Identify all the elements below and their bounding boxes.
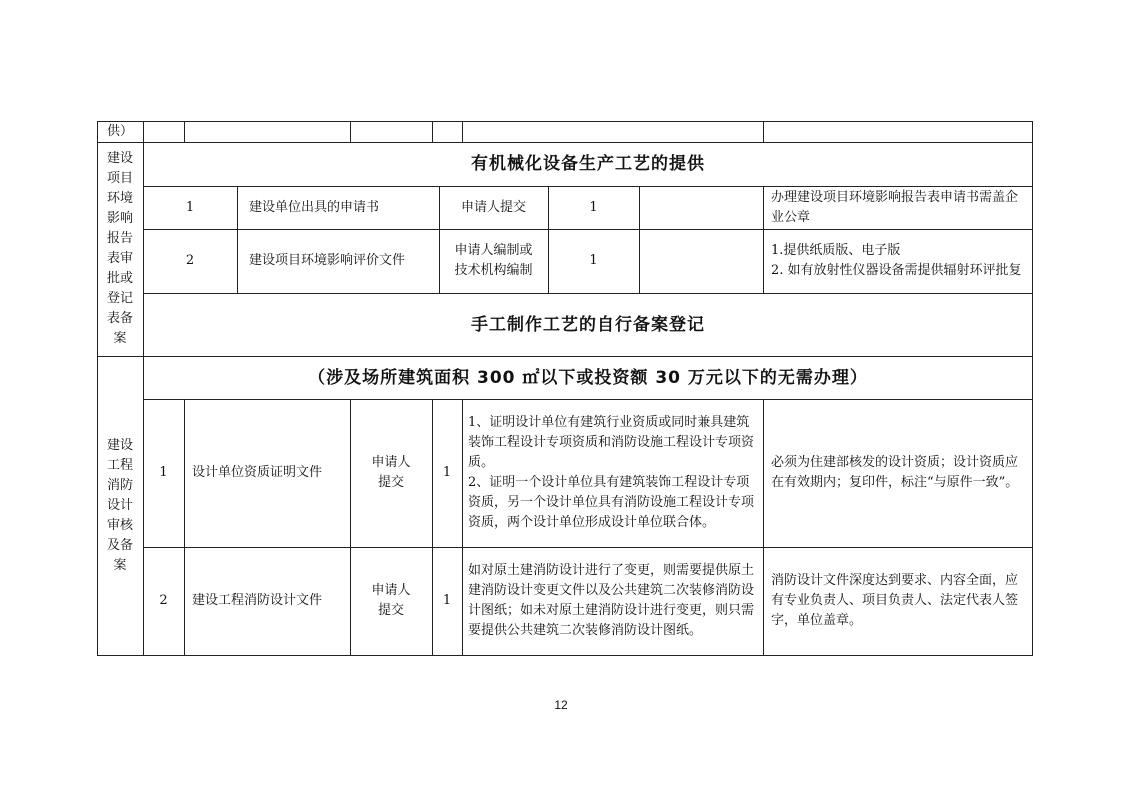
document-name: 建设单位出具的申请书	[249, 199, 380, 215]
continued-row-label: 供）	[106, 123, 133, 139]
document-name: 建设工程消防设计文件	[192, 593, 323, 608]
document-name: 建设项目环境影响评价文件	[249, 253, 406, 268]
row-number: 1	[159, 465, 168, 480]
row-number: 1	[185, 199, 195, 215]
document-source: 申请人提交	[371, 455, 411, 490]
section-label-eia: 建设 项目 环境 影响 报告 表审 批或 登记 表备 案	[106, 151, 133, 346]
document-note: 消防设计文件深度达到要求、内容全面，应有专业负责人、项目负责人、法定代表人签字，单位盖章。	[771, 573, 1019, 628]
document-note: 办理建设项目环境影响报告表申请书需盖企业公章	[771, 189, 1019, 225]
section-heading-exemption: （涉及场所建筑面积 300 ㎡以下或投资额 30 万元以下的无需办理）	[308, 367, 868, 388]
blank-cell	[639, 186, 763, 229]
document-note: 必须为住建部核发的设计资质；设计资质应在有效期内；复印件，标注“与原件一致”。	[771, 455, 1019, 490]
page-number: 12	[554, 698, 568, 712]
blank-cell	[639, 229, 763, 293]
document-source: 申请人编制或技术机构编制	[454, 243, 533, 278]
row-number: 2	[185, 253, 195, 268]
row-number: 2	[159, 593, 168, 608]
document-quantity: 1	[442, 465, 452, 480]
document-quantity: 1	[442, 593, 452, 608]
section-heading-mechanized: 有机械化设备生产工艺的提供	[471, 154, 705, 174]
document-detail: 1、证明设计单位有建筑行业资质或同时兼具建筑装饰工程设计专项资质和消防设施工程设计专项资质。 2、证明一个设计单位具有建筑装饰工程设计专项资质，另一个设计单位具有消防设施工程设计专项资质，两个设计单位形成设计单位联合体。	[468, 415, 755, 530]
document-name: 设计单位资质证明文件	[192, 465, 323, 480]
section-label-fire: 建设 工程 消防 设计 审核 及备 案	[106, 437, 133, 573]
section-heading-manual: 手工制作工艺的自行备案登记	[471, 314, 705, 335]
document-quantity: 1	[589, 199, 598, 215]
document-quantity: 1	[589, 253, 598, 268]
document-detail: 如对原土建消防设计进行了变更，则需要提供原土建消防设计变更文件以及公共建筑二次装修消防设计图纸；如未对原土建消防设计进行变更，则只需要提供公共建筑二次装修消防设计图纸。	[468, 563, 755, 638]
document-source: 申请人提交	[371, 583, 411, 618]
document-note: 1.提供纸质版、电子版 2. 如有放射性仪器设备需提供辐射环评批复	[771, 243, 1022, 278]
document-source: 申请人提交	[460, 199, 526, 215]
